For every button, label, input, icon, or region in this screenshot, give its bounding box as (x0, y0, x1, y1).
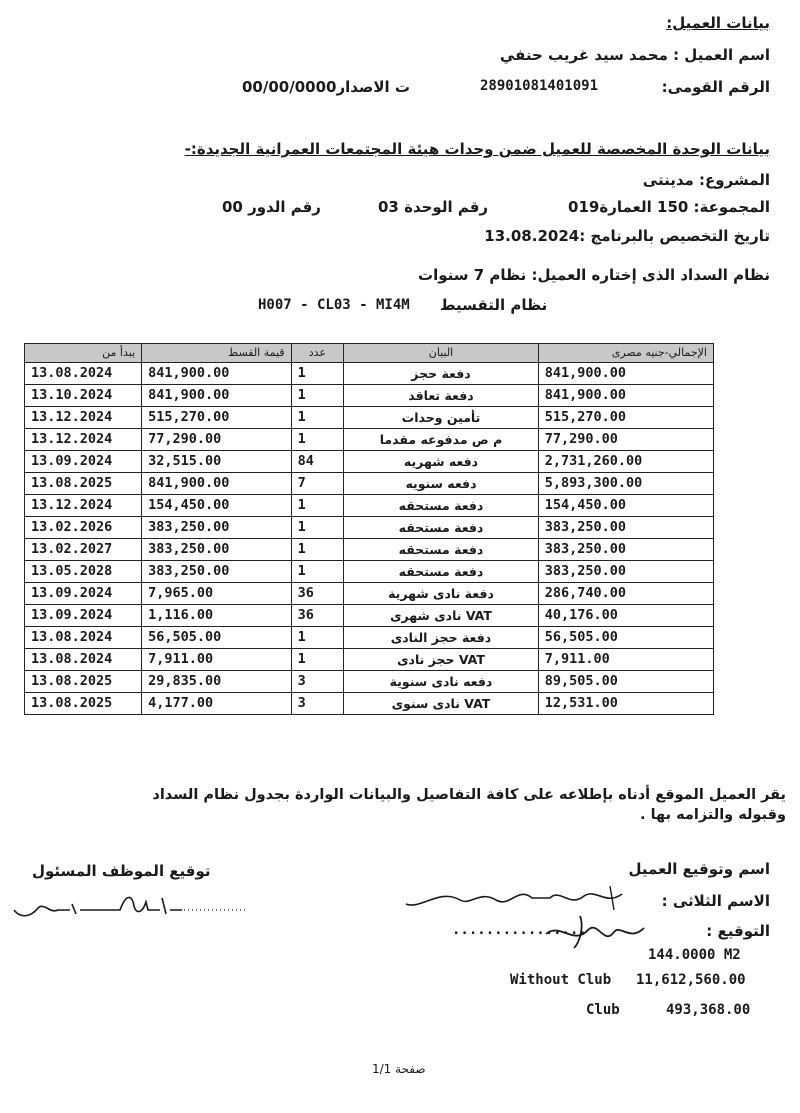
payment-schedule-table (24, 343, 714, 715)
cell-description: دفعة حجز (344, 363, 539, 385)
cell-installment-value: 383,250.00 (142, 539, 291, 561)
cell-total: 841,900.00 (538, 385, 713, 407)
cell-total: 383,250.00 (538, 517, 713, 539)
table-row (25, 605, 714, 627)
cell-start-date: 13.12.2024 (25, 407, 142, 429)
cell-description: دفعة حجز النادى (344, 627, 539, 649)
cell-count: 1 (291, 495, 344, 517)
cell-description: VAT نادى سنوى (344, 693, 539, 715)
cell-start-date: 13.05.2028 (25, 561, 142, 583)
client-handwritten-name (400, 880, 640, 916)
cell-total: 12,531.00 (538, 693, 713, 715)
signature-dots: ................ (452, 922, 587, 938)
cell-total: 5,893,300.00 (538, 473, 713, 495)
table-row (25, 671, 714, 693)
client-section-heading: بيانات العميل: (666, 14, 770, 32)
cell-total: 2,731,260.00 (538, 451, 713, 473)
cell-start-date: 13.02.2027 (25, 539, 142, 561)
acknowledgement-line-2: وقبوله والتزامه بها . (640, 807, 786, 823)
table-row (25, 407, 714, 429)
cell-count: 1 (291, 561, 344, 583)
cell-total: 841,900.00 (538, 363, 713, 385)
table-row (25, 473, 714, 495)
cell-count: 1 (291, 539, 344, 561)
project-line: المشروع: مدينتى (642, 171, 770, 189)
cell-start-date: 13.12.2024 (25, 495, 142, 517)
cell-start-date: 13.08.2024 (25, 627, 142, 649)
cell-installment-value: 4,177.00 (142, 693, 291, 715)
employee-signature (10, 880, 250, 926)
table-row (25, 649, 714, 671)
triple-name-label: الاسم الثلاثى : (661, 892, 770, 910)
cell-start-date: 13.08.2025 (25, 671, 142, 693)
cell-description: دفعة نادى شهرية (344, 583, 539, 605)
header-start-date: يبدأ من (25, 344, 142, 363)
table-row (25, 385, 714, 407)
cell-installment-value: 154,450.00 (142, 495, 291, 517)
cell-description: دفعة تعاقد (344, 385, 539, 407)
cell-description: VAT نادى شهرى (344, 605, 539, 627)
page-number: صفحة 1/1 (372, 1062, 426, 1076)
cell-count: 1 (291, 627, 344, 649)
cell-total: 77,290.00 (538, 429, 713, 451)
cell-installment-value: 383,250.00 (142, 561, 291, 583)
client-name-signature-label: اسم وتوقيع العميل (628, 860, 770, 878)
cell-total: 515,270.00 (538, 407, 713, 429)
header-count: عدد (291, 344, 344, 363)
unit-section-heading: بيانات الوحدة المخصصة للعميل ضمن وحدات هيئة المجتمعات العمرانية الجديدة:- (184, 140, 770, 158)
cell-total: 154,450.00 (538, 495, 713, 517)
without-club-label: Without Club (510, 972, 612, 988)
table-row (25, 627, 714, 649)
payment-system-line: نظام السداد الذى إختاره العميل: نظام 7 سنوات (418, 266, 770, 284)
table-row (25, 517, 714, 539)
national-id-label: الرقم القومى: (661, 78, 770, 96)
club-label: Club (586, 1002, 620, 1018)
cell-start-date: 13.02.2026 (25, 517, 142, 539)
table-row (25, 539, 714, 561)
cell-installment-value: 841,900.00 (142, 473, 291, 495)
cell-start-date: 13.09.2024 (25, 605, 142, 627)
cell-count: 36 (291, 583, 344, 605)
cell-installment-value: 32,515.00 (142, 451, 291, 473)
cell-description: تأمين وحدات (344, 407, 539, 429)
unit-area: 144.0000 M2 (648, 947, 741, 963)
cell-installment-value: 515,270.00 (142, 407, 291, 429)
cell-installment-value: 841,900.00 (142, 363, 291, 385)
cell-installment-value: 7,965.00 (142, 583, 291, 605)
table-row (25, 583, 714, 605)
without-club-value: 11,612,560.00 (636, 972, 746, 988)
cell-description: دفعة مستحقه (344, 561, 539, 583)
cell-installment-value: 56,505.00 (142, 627, 291, 649)
header-description: البيان (344, 344, 539, 363)
client-signature (540, 912, 650, 952)
floor-number: رقم الدور 00 (222, 198, 321, 216)
cell-description: دفعة مستحقه (344, 495, 539, 517)
installment-label: نظام التقسيط (440, 296, 548, 314)
cell-start-date: 13.08.2025 (25, 473, 142, 495)
table-row (25, 561, 714, 583)
table-row (25, 451, 714, 473)
table-row (25, 693, 714, 715)
cell-installment-value: 383,250.00 (142, 517, 291, 539)
header-installment-value: قيمة القسط (142, 344, 291, 363)
cell-count: 84 (291, 451, 344, 473)
cell-start-date: 13.10.2024 (25, 385, 142, 407)
cell-start-date: 13.09.2024 (25, 583, 142, 605)
employee-signature-label: توقيع الموظف المسئول (32, 862, 211, 880)
table-row (25, 363, 714, 385)
cell-count: 36 (291, 605, 344, 627)
cell-installment-value: 841,900.00 (142, 385, 291, 407)
cell-start-date: 13.09.2024 (25, 451, 142, 473)
cell-description: دفعه سنويه (344, 473, 539, 495)
national-id-value: 28901081401091 (480, 78, 599, 94)
installment-code: H007 - CL03 - MI4M (258, 297, 410, 313)
cell-installment-value: 1,116.00 (142, 605, 291, 627)
issue-date: ت الاصدار00/00/0000 (242, 78, 410, 96)
table-row (25, 429, 714, 451)
cell-total: 56,505.00 (538, 627, 713, 649)
table-header-row (25, 344, 714, 363)
cell-description: دفعة مستحقه (344, 539, 539, 561)
cell-count: 1 (291, 363, 344, 385)
cell-count: 1 (291, 429, 344, 451)
cell-count: 1 (291, 407, 344, 429)
cell-count: 7 (291, 473, 344, 495)
cell-count: 3 (291, 671, 344, 693)
cell-total: 383,250.00 (538, 539, 713, 561)
cell-description: م ص مدفوعه مقدما (344, 429, 539, 451)
client-name: اسم العميل : محمد سيد غريب حنفي (499, 46, 770, 64)
unit-number: رقم الوحدة 03 (378, 198, 489, 216)
cell-start-date: 13.08.2025 (25, 693, 142, 715)
allocation-date: تاريخ التخصيص بالبرنامج :13.08.2024 (484, 227, 770, 245)
cell-total: 40,176.00 (538, 605, 713, 627)
header-total: الإجمالي-جنيه مصرى (538, 344, 713, 363)
cell-start-date: 13.08.2024 (25, 363, 142, 385)
table-row (25, 495, 714, 517)
acknowledgement-line-1: يقر العميل الموقع أدناه بإطلاعه على كافة التفاصيل والبيانات الواردة بجدول نظام السداد (152, 787, 786, 803)
cell-count: 3 (291, 693, 344, 715)
cell-installment-value: 7,911.00 (142, 649, 291, 671)
cell-description: دفعه نادى سنوية (344, 671, 539, 693)
group-line: المجموعة: 150 العمارة019 (568, 198, 770, 216)
signature-label: التوقيع : (706, 922, 770, 940)
cell-count: 1 (291, 649, 344, 671)
cell-description: دفعة مستحقه (344, 517, 539, 539)
cell-description: VAT حجز نادى (344, 649, 539, 671)
cell-start-date: 13.08.2024 (25, 649, 142, 671)
cell-start-date: 13.12.2024 (25, 429, 142, 451)
cell-count: 1 (291, 517, 344, 539)
cell-total: 89,505.00 (538, 671, 713, 693)
cell-total: 383,250.00 (538, 561, 713, 583)
cell-count: 1 (291, 385, 344, 407)
cell-total: 7,911.00 (538, 649, 713, 671)
cell-total: 286,740.00 (538, 583, 713, 605)
cell-installment-value: 29,835.00 (142, 671, 291, 693)
cell-description: دفعه شهريه (344, 451, 539, 473)
cell-installment-value: 77,290.00 (142, 429, 291, 451)
club-value: 493,368.00 (666, 1002, 751, 1018)
